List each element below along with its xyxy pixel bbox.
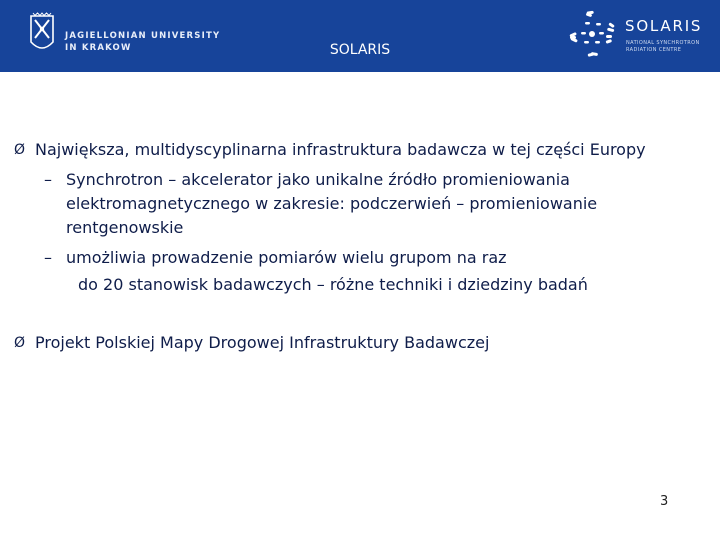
sub-bullet-1-line2: elektromagnetycznego w zakresie: podczerwień – promieniowanie — [66, 194, 598, 213]
solaris-name: SOLARIS — [625, 17, 703, 35]
arrow-bullet-icon: Ø — [14, 335, 26, 351]
university-name-line1: JAGIELLONIAN UNIVERSITY — [65, 31, 221, 41]
slide-title: SOLARIS — [329, 42, 391, 58]
dash-bullet-icon: – — [44, 248, 52, 267]
university-name-line2: IN KRAKOW — [65, 43, 132, 53]
sub-bullet-2-line2: do 20 stanowisk badawczych – różne techniki i dziedziny badań — [78, 275, 588, 294]
dash-bullet-icon: – — [44, 170, 52, 189]
solaris-subtitle-line2: RADIATION CENTRE — [626, 46, 682, 53]
sub-bullet-1-line1: Synchrotron – akcelerator jako unikalne źródło promieniowania — [66, 170, 570, 189]
solaris-subtitle-line1: NATIONAL SYNCHROTRON — [626, 40, 700, 46]
bullet-1-text: Największa, multidyscyplinarna infrastruktura badawcza w tej części Europy — [35, 140, 646, 159]
sub-bullet-2-line1: umożliwia prowadzenie pomiarów wielu grupom na raz — [66, 248, 507, 267]
sub-bullet-1-line3: rentgenowskie — [66, 218, 184, 237]
arrow-bullet-icon: Ø — [14, 142, 26, 158]
page-number: 3 — [660, 494, 669, 509]
bullet-2-text: Projekt Polskiej Mapy Drogowej Infrastruktury Badawczej — [35, 333, 490, 352]
